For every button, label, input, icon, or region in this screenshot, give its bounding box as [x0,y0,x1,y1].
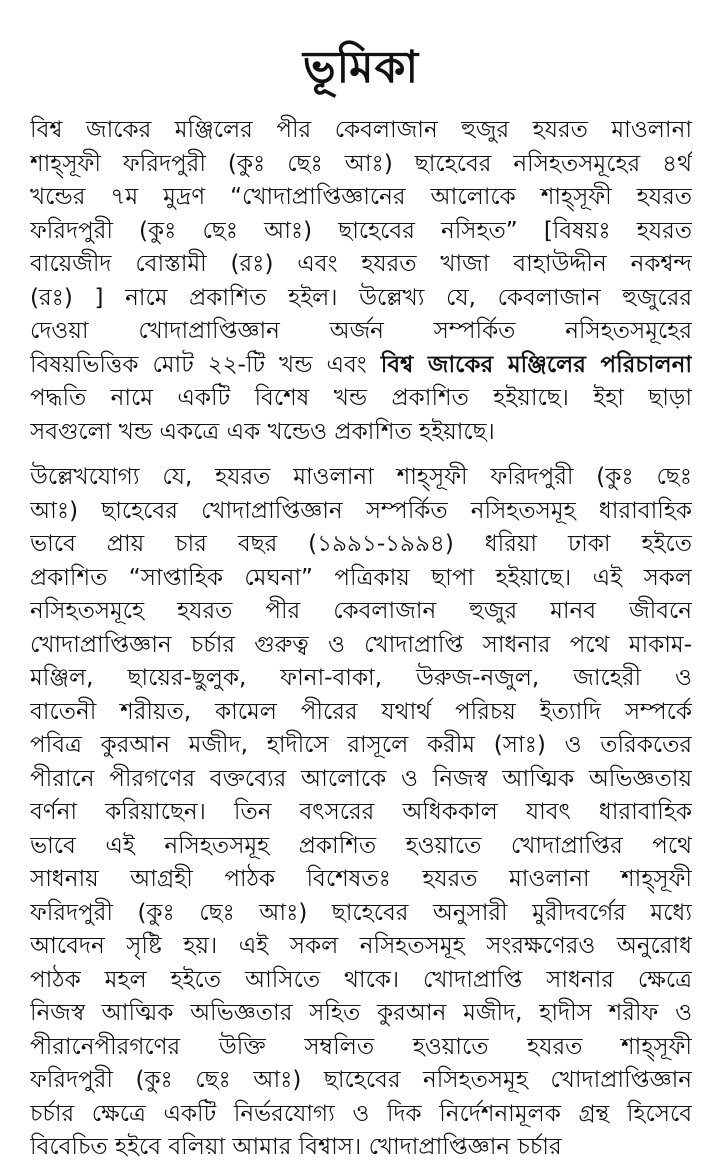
text-line: ফরিদপুরী (কুঃ ছেঃ আঃ) ছাহেবের অনুসারী মুরীদবর্গের মধ্যে [30,899,692,926]
text-line: দেওয়া খোদাপ্রাপ্তিজ্ঞান অর্জন সম্পর্কিত নসিহতসমূহের [30,318,692,344]
text-line: নিজস্ব আত্মিক অভিজ্ঞতার সহিত কুরআন মজীদ, হাদীস শরীফ ও [30,1000,692,1026]
text-line: বিবেচিত হইবে বলিয়া আমার বিশ্বাস। খোদাপ্রাপ্তিজ্ঞান চর্চার [30,1134,562,1160]
text-line: ভাবে প্রায় চার বছর (১৯৯১-১৯৯৪) ধরিয়া ঢাকা হইতে [30,531,692,557]
text-line: নসিহতসমূহে হযরত পীর কেবলাজান হুজুর মানব জীবনে [30,598,692,624]
text-line: পবিত্র কুরআন মজীদ, হাদীসে রাসূলে করীম (সাঃ) ও তরিকতের [30,732,692,758]
text-line [30,349,692,383]
text-line: উল্লেখযোগ্য যে, হযরত মাওলানা শাহ্সূফী ফরিদপুরী (কুঃ ছেঃ [30,464,692,490]
text-line: পদ্ধতি নামে একটি বিশেষ খন্ড প্রকাশিত হইয়াছে। ইহা ছাড়া [30,385,692,411]
text-line: বিশ্ব জাকের মঞ্জিলের পীর কেবলাজান হুজুর হযরত মাওলানা [30,117,692,143]
text-line: পীরানেপীরগণের উক্তি সম্বলিত হওয়াতে হযরত শাহ্সূফী [30,1033,692,1060]
text-line: চর্চার ক্ষেত্রে একটি নির্ভরযোগ্য ও দিক নির্দেশনামূলক গ্রন্থ হিসেবে [30,1100,692,1127]
text-line: আবেদন সৃষ্টি হয়। এই সকল নসিহতসমূহ সংরক্ষণেরও অনুরোধ [30,933,692,959]
text-line: পীরানে পীরগণের বক্তব্যের আলোকে ও নিজস্ব আত্মিক অভিজ্ঞতায় [30,765,692,792]
text-line: ফরিদপুরী (কুঃ ছেঃ আঃ) ছাহেবের নসিহত” [বিষয়ঃ হযরত [30,217,692,244]
text-line: প্রকাশিত “সাপ্তাহিক মেঘনা” পত্রিকায় ছাপা হইয়াছে। এই সকল [30,564,692,591]
text-line: (রঃ) ] নামে প্রকাশিত হইল। উল্লেখ্য যে, কেবলাজান হুজুরের [30,284,692,311]
text-line: পাঠক মহল হইতে আসিতে থাকে। খোদাপ্রাপ্তি সাধনার ক্ষেত্রে [30,966,692,993]
text-line: সাধনায় আগ্রহী পাঠক বিশেষতঃ হযরত মাওলানা শাহ্সূফী [30,866,692,892]
text-line: ভাবে এই নসিহতসমূহ প্রকাশিত হওয়াতে খোদাপ্রাপ্তির পথে [30,832,692,859]
paragraph [30,461,692,1165]
text-line: শাহ্সূফী ফরিদপুরী (কুঃ ছেঃ আঃ) ছাহেবের নসিহতসমূহের ৪র্থ [30,150,692,177]
text-line: বর্ণনা করিয়াছেন। তিন বৎসরের অধিককাল যাবৎ ধারাবাহিক [30,799,692,825]
paragraph [30,114,692,449]
text-line: সবগুলো খন্ড একত্রে এক খন্ডেও প্রকাশিত হইয়াছে। [30,418,495,445]
text-line: মঞ্জিল, ছায়ের-ছুলুক, ফানা-বাকা, উরুজ-নজুল, জাহেরী ও [30,665,692,691]
document-body [30,114,692,1165]
text-line: ফরিদপুরী (কুঃ ছেঃ আঃ) ছাহেবের নসিহতসমূহ খোদাপ্রাপ্তিজ্ঞান [30,1067,692,1093]
text-segment: বিষয়ভিত্তিক মোট ২২-টি খন্ড এবং [30,351,381,378]
page-title: ভূমিকা [302,42,420,93]
text-line: খন্ডের ৭ম মুদ্রণ “খোদাপ্রাপ্তিজ্ঞানের আলোকে শাহ্সূফী হযরত [30,184,692,210]
text-line: বাতেনী শরীয়ত, কামেল পীরের যথার্থ পরিচয় ইত্যাদি সম্পর্কে [30,698,692,725]
text-line: খোদাপ্রাপ্তিজ্ঞান চর্চার গুরুত্ব ও খোদাপ্রাপ্তি সাধনার পথে মাকাম- [30,631,692,658]
text-line: বায়েজীদ বোস্তামী (রঃ) এবং হযরত খাজা বাহাউদ্দীন নকশ্বন্দ [30,251,692,277]
text-line: আঃ) ছাহেবের খোদাপ্রাপ্তিজ্ঞান সম্পর্কিত নসিহতসমূহ ধারাবাহিক [30,497,692,524]
bold-text-segment: বিশ্ব জাকের মঞ্জিলের পরিচালনা [380,351,692,378]
